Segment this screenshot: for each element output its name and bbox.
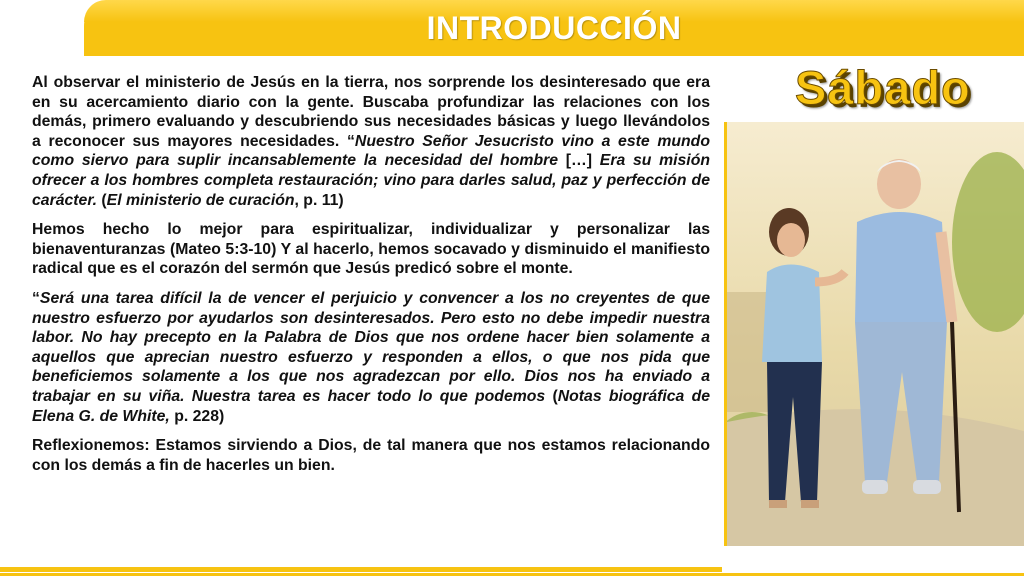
p1-paren: (	[97, 191, 107, 209]
p1-quote-2: Era su misión ofrecer a los hombres completa restauración; vino para darles salud, paz y perfección de carácter.	[32, 152, 710, 209]
p3-book-title: Notas biográfica de Elena G. de White,	[32, 387, 711, 425]
p1-text: Al observar el ministerio de Jesús en la tierra, nos sorprende los desinteresado que era en su acercamiento diario con la gente. Buscaba profundizar las relaciones con los demás, primero evaluando y descubriendo sus necesidades básicas y luego llevándolos a reconocer sus mayores necesidades. “	[32, 74, 710, 150]
p1-quote: Nuestro Señor Jesucristo vino a este mundo como siervo para suplir incansablemente la necesidad del hombre	[32, 132, 710, 170]
page-title: INTRODUCCIÓN	[426, 10, 682, 46]
illustration-photo	[724, 122, 1024, 546]
paragraph-3	[32, 289, 710, 426]
body-text	[32, 73, 710, 485]
paragraph-1	[32, 73, 710, 210]
p1-page-ref: , p. 11)	[294, 191, 344, 209]
bottom-divider	[0, 567, 722, 572]
paragraph-2: Hemos hecho lo mejor para espiritualizar, individualizar y personalizar las bienaventuranzas (Mateo 5:3-10) Y al hacerlo, hemos socavado y disminuido el manifiesto radical que es el corazón del sermón que Jesús predicó sobre el monte.	[32, 221, 710, 278]
p3-page-ref: p. 228)	[169, 407, 225, 425]
p1-book-title: El ministerio de curación	[106, 191, 295, 209]
paragraph-4: Reflexionemos: Estamos sirviendo a Dios, de tal manera que nos estamos relacionando con los demás a fin de hacerles un bien.	[32, 437, 710, 474]
p3-paren: (	[545, 387, 558, 405]
p3-open-quote: “	[32, 289, 40, 307]
p1-ellipsis: […]	[558, 152, 600, 170]
day-label: Sábado	[795, 61, 971, 114]
title-banner	[84, 0, 1024, 56]
photo-illustration	[727, 122, 1024, 546]
p3-quote: Será una tarea difícil la de vencer el perjuicio y convencer a los no creyentes de que nuestro esfuerzo por ayudarlos son desinteresados. Pero esto no debe impedir nuestra labor. No hay precepto en la Palabra de Dios que nos ordene hacer bien solamente a aquellos que aprecian nuestro esfuerzo y responden a ellos, o que nos pida que beneficiemos solamente a los que nos agradezcan por ello. Dios nos ha enviado a trabajar en su viña. Nuestra tarea es hacer todo lo que podemos	[32, 289, 710, 405]
